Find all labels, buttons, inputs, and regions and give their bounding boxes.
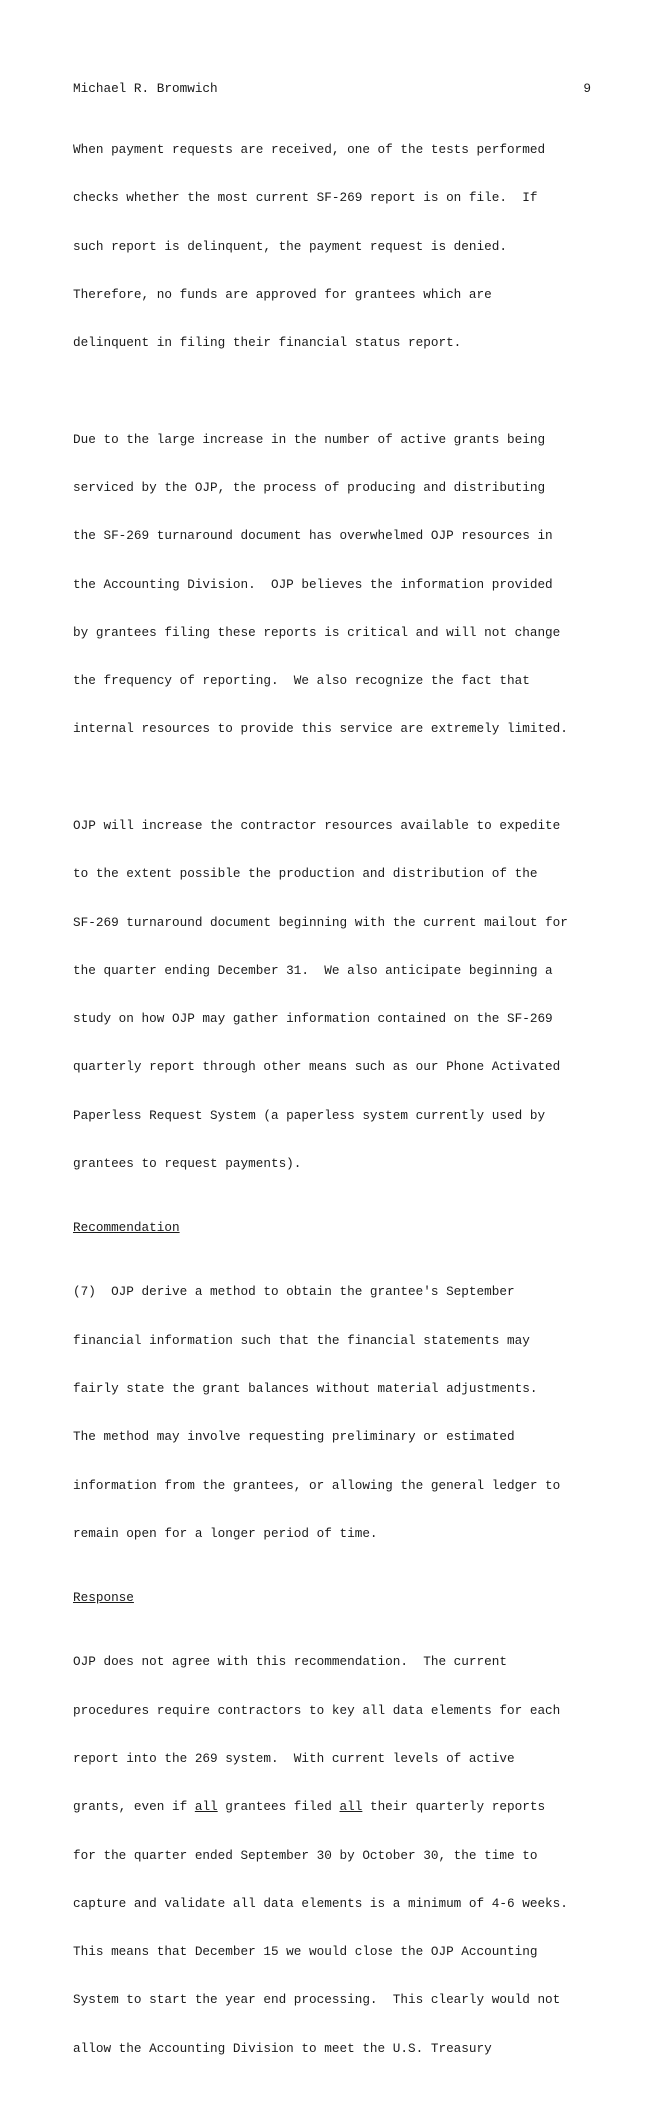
response-heading: Response xyxy=(73,1590,134,1606)
text-line: the quarter ending December 31. We also anticipate beginning a xyxy=(73,962,553,978)
text-line: information from the grantees, or allowing the general ledger to xyxy=(73,1477,561,1493)
text-line: allow the Accounting Division to meet the U.S. Treasury xyxy=(73,2040,492,2056)
recommendation-paragraph xyxy=(73,1252,603,1574)
document-body xyxy=(73,110,603,2105)
paragraph-contractor-resources xyxy=(73,786,603,1204)
text-line: internal resources to provide this service are extremely limited. xyxy=(73,721,568,737)
text-line: System to start the year end processing. This clearly would not xyxy=(73,1992,561,2008)
text-line: procedures require contractors to key all data elements for each xyxy=(73,1702,561,1718)
recommendation-heading: Recommendation xyxy=(73,1220,180,1236)
text-line: quarterly report through other means such as our Phone Activated xyxy=(73,1059,561,1075)
text-line: delinquent in filing their financial status report. xyxy=(73,335,462,351)
text-line-with-emphasis xyxy=(73,1799,603,1815)
text-line: report into the 269 system. With current levels of active xyxy=(73,1751,515,1766)
page-number: 9 xyxy=(583,81,591,96)
paragraph-active-grants xyxy=(73,400,603,770)
text-fragment: their quarterly reports xyxy=(362,1799,546,1815)
text-line: The method may involve requesting preliminary or estimated xyxy=(73,1429,515,1445)
text-line: fairly state the grant balances without material adjustments. xyxy=(73,1381,538,1397)
emphasized-word: all xyxy=(194,1799,218,1815)
text-line: study on how OJP may gather information contained on the SF-269 xyxy=(73,1011,553,1027)
text-fragment: grants, even if xyxy=(73,1799,195,1815)
page-header xyxy=(73,81,591,97)
text-line: for the quarter ended September 30 by October 30, the time to xyxy=(73,1847,538,1863)
paragraph-payment-requests xyxy=(73,110,603,384)
text-line: Therefore, no funds are approved for grantees which are xyxy=(73,287,492,303)
addressee-name: Michael R. Bromwich xyxy=(73,81,218,96)
text-line: by grantees filing these reports is critical and will not change xyxy=(73,624,561,640)
text-line: the Accounting Division. OJP believes the information provided xyxy=(73,576,553,592)
text-line: OJP does not agree with this recommendation. The current xyxy=(73,1654,507,1670)
text-line: grantees to request payments). xyxy=(73,1155,302,1171)
text-line: such report is delinquent, the payment request is denied. xyxy=(73,238,507,254)
text-line: Paperless Request System (a paperless system currently used by xyxy=(73,1107,546,1123)
text-line: OJP will increase the contractor resources available to expedite xyxy=(73,817,561,833)
text-line: (7) OJP derive a method to obtain the grantee's September xyxy=(73,1284,515,1300)
text-fragment: grantees filed xyxy=(217,1799,340,1815)
text-line: the frequency of reporting. We also recognize the fact that xyxy=(73,673,530,689)
text-line: financial information such that the financial statements may xyxy=(73,1332,530,1348)
text-line: to the extent possible the production and distribution of the xyxy=(73,866,538,882)
text-line: serviced by the OJP, the process of producing and distributing xyxy=(73,480,546,496)
text-line: SF-269 turnaround document beginning with the current mailout for xyxy=(73,914,568,930)
text-line: capture and validate all data elements is a minimum of 4-6 weeks. xyxy=(73,1895,568,1911)
text-line: remain open for a longer period of time. xyxy=(73,1525,378,1541)
text-line: This means that December 15 we would close the OJP Accounting xyxy=(73,1944,538,1960)
emphasized-word: all xyxy=(339,1799,363,1815)
text-line: checks whether the most current SF-269 report is on file. If xyxy=(73,190,538,206)
text-line: When payment requests are received, one of the tests performed xyxy=(73,142,546,158)
text-line: Due to the large increase in the number of active grants being xyxy=(73,431,546,447)
response-paragraph xyxy=(73,1622,603,2089)
text-line: the SF-269 turnaround document has overwhelmed OJP resources in xyxy=(73,528,553,544)
